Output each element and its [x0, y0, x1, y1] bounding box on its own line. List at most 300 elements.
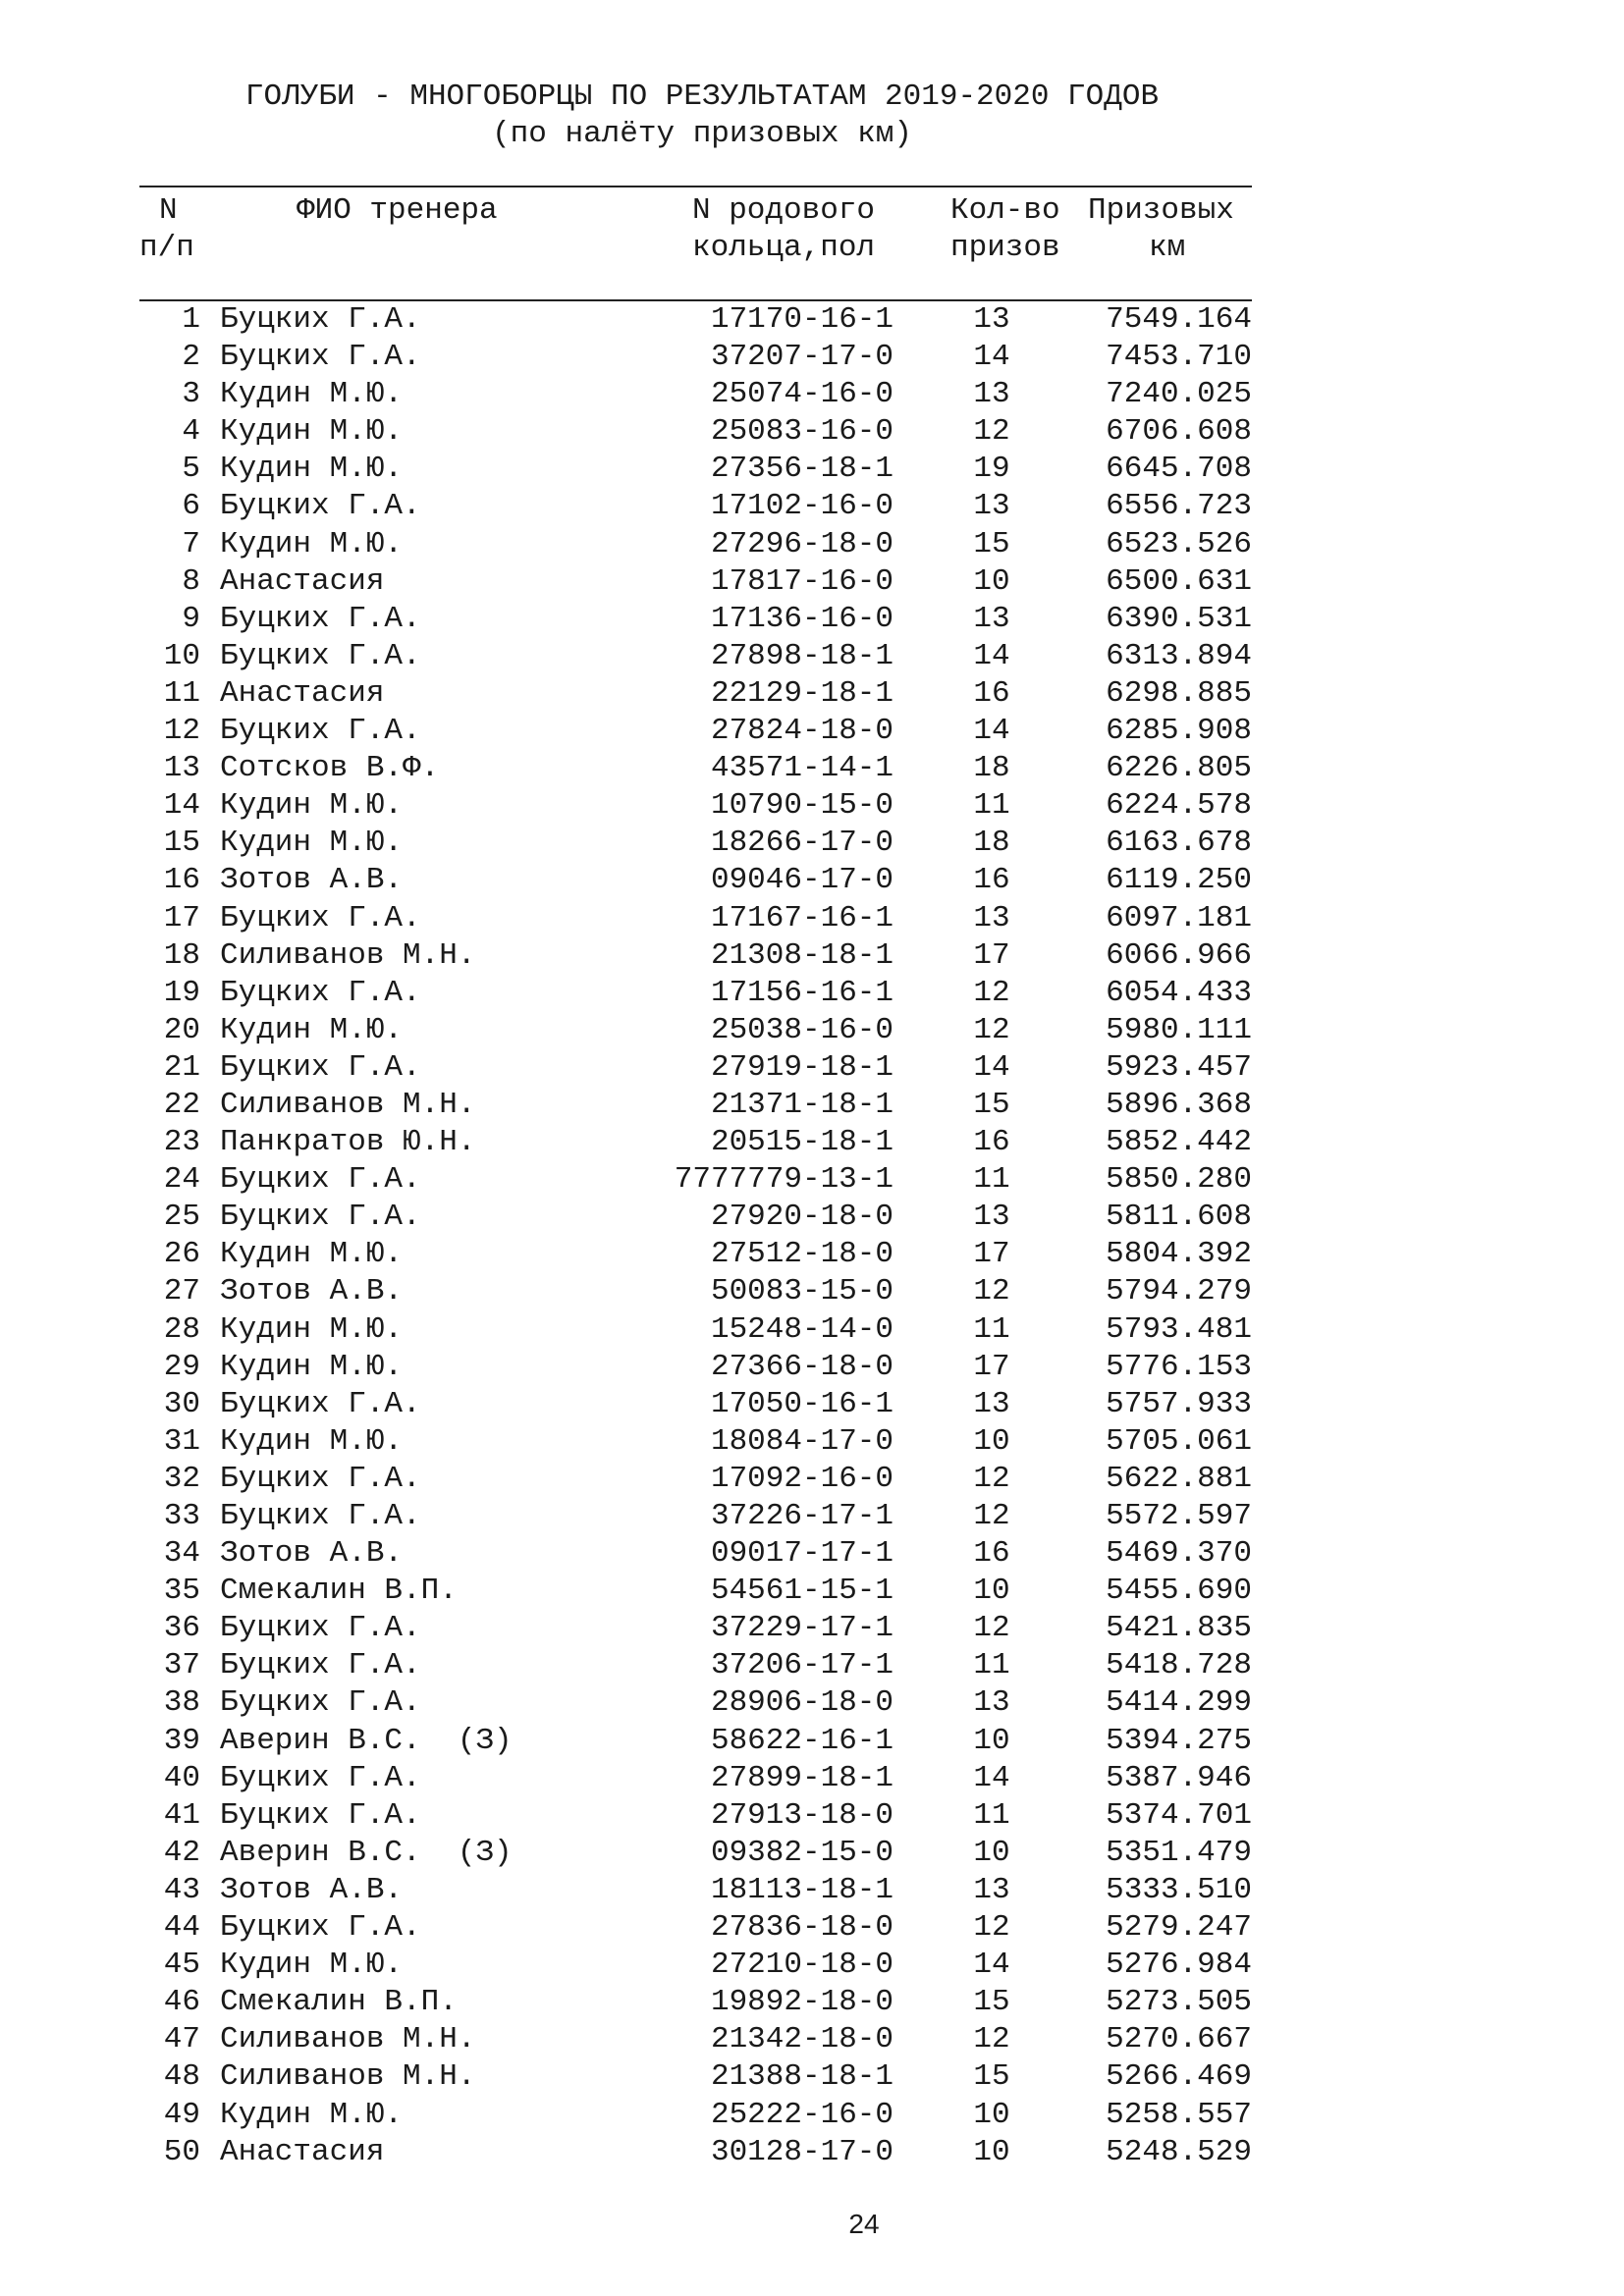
prize-count: 12 [973, 1461, 1010, 1496]
ring-number: 27898-18-1 [710, 638, 893, 673]
prize-count: 12 [973, 1012, 1010, 1047]
trainer-name: Буцких Г.А. [220, 1760, 421, 1795]
ring-number: 21342-18-0 [710, 2022, 893, 2057]
prize-count: 10 [973, 1423, 1010, 1459]
prize-km: 5421.835 [1106, 1611, 1252, 1646]
prize-km: 5276.984 [1106, 1948, 1252, 1983]
table-row [0, 1723, 1624, 1760]
table-row [0, 862, 1624, 899]
prize-km: 5923.457 [1106, 1049, 1252, 1085]
row-number: 25 [163, 1200, 200, 1235]
prize-km: 5852.442 [1106, 1125, 1252, 1160]
row-number: 5 [182, 452, 200, 487]
prize-count: 12 [973, 2022, 1010, 2057]
prize-km: 5705.061 [1106, 1423, 1252, 1459]
ring-number: 17170-16-1 [710, 302, 893, 337]
ring-number: 27512-18-0 [710, 1237, 893, 1272]
prize-count: 10 [973, 2097, 1010, 2132]
trainer-name: Буцких Г.А. [220, 1648, 421, 1683]
prize-km: 5469.370 [1106, 1536, 1252, 1572]
prize-km: 5794.279 [1106, 1274, 1252, 1309]
ring-number: 30128-17-0 [710, 2134, 893, 2169]
row-number: 22 [163, 1087, 200, 1122]
trainer-name: Зотов А.В. [220, 863, 404, 898]
table-row [0, 413, 1624, 451]
row-number: 40 [163, 1760, 200, 1795]
row-number: 12 [163, 714, 200, 749]
table-row [0, 1087, 1624, 1124]
ring-number: 17136-16-0 [710, 601, 893, 636]
prize-count: 13 [973, 900, 1010, 935]
prize-count: 12 [973, 1611, 1010, 1646]
trainer-name: Кудин М.Ю. [220, 1311, 404, 1347]
prize-count: 15 [973, 2059, 1010, 2095]
table-row [0, 1647, 1624, 1684]
prize-count: 19 [973, 452, 1010, 487]
prize-count: 15 [973, 526, 1010, 561]
prize-km: 5793.481 [1106, 1311, 1252, 1347]
table-row [0, 713, 1624, 750]
table-row [0, 638, 1624, 675]
table-row [0, 1872, 1624, 1909]
ring-number: 54561-15-1 [710, 1574, 893, 1609]
page-number: 24 [848, 2209, 880, 2239]
ring-number: 37229-17-1 [710, 1611, 893, 1646]
prize-km: 5266.469 [1106, 2059, 1252, 2095]
table-row [0, 376, 1624, 413]
table-row [0, 1573, 1624, 1610]
trainer-name: Зотов А.В. [220, 1274, 404, 1309]
ring-number: 09382-15-0 [710, 1835, 893, 1870]
row-number: 45 [163, 1948, 200, 1983]
trainer-name: Буцких Г.А. [220, 1461, 421, 1496]
trainer-name: Анастасия [220, 563, 385, 599]
row-number: 6 [182, 489, 200, 524]
trainer-name: Силиванов М.Н. [220, 2022, 476, 2057]
table-row [0, 787, 1624, 825]
table-row [0, 1236, 1624, 1273]
table-row [0, 488, 1624, 525]
table-row [0, 1161, 1624, 1199]
trainer-name: Буцких Г.А. [220, 601, 421, 636]
prize-km: 6285.908 [1106, 714, 1252, 749]
prize-km: 5980.111 [1106, 1012, 1252, 1047]
trainer-name: Буцких Г.А. [220, 1162, 421, 1198]
ring-number: 27296-18-0 [710, 526, 893, 561]
ring-number: 17092-16-0 [710, 1461, 893, 1496]
prize-km: 5374.701 [1106, 1797, 1252, 1833]
ring-number: 21388-18-1 [710, 2059, 893, 2095]
trainer-name: Кудин М.Ю. [220, 788, 404, 824]
table-row [0, 1760, 1624, 1797]
page-subtitle: (по налёту призовых км) [492, 117, 912, 151]
trainer-name: Буцких Г.А. [220, 1797, 421, 1833]
trainer-name: Зотов А.В. [220, 1536, 404, 1572]
table-row [0, 2134, 1624, 2171]
table-row [0, 825, 1624, 862]
prize-km: 6556.723 [1106, 489, 1252, 524]
table-row [0, 1349, 1624, 1386]
prize-km: 5387.946 [1106, 1760, 1252, 1795]
prize-count: 11 [973, 788, 1010, 824]
ring-number: 09017-17-1 [710, 1536, 893, 1572]
trainer-name: Силиванов М.Н. [220, 2059, 476, 2095]
row-number: 27 [163, 1274, 200, 1309]
trainer-name: Анастасия [220, 2134, 385, 2169]
header-num-line1: N [159, 193, 178, 228]
row-number: 13 [163, 751, 200, 786]
prize-km: 5351.479 [1106, 1835, 1252, 1870]
row-number: 3 [182, 377, 200, 412]
ring-number: 27356-18-1 [710, 452, 893, 487]
trainer-name: Буцких Г.А. [220, 1611, 421, 1646]
ring-number: 50083-15-0 [710, 1274, 893, 1309]
row-number: 31 [163, 1423, 200, 1459]
table-row [0, 1049, 1624, 1087]
page-title: ГОЛУБИ - МНОГОБОРЦЫ ПО РЕЗУЛЬТАТАМ 2019-2020 ГОДОВ [244, 80, 1160, 114]
trainer-name: Буцких Г.А. [220, 900, 421, 935]
table-row [0, 937, 1624, 975]
row-number: 21 [163, 1049, 200, 1085]
table-row [0, 1498, 1624, 1535]
trainer-name: Смекалин В.П. [220, 1985, 458, 2020]
prize-count: 14 [973, 340, 1010, 375]
ring-number: 17817-16-0 [710, 563, 893, 599]
prize-km: 5572.597 [1106, 1499, 1252, 1533]
prize-km: 7453.710 [1106, 340, 1252, 375]
prize-count: 13 [973, 1685, 1010, 1721]
table-row [0, 1909, 1624, 1947]
ring-number: 37207-17-0 [710, 340, 893, 375]
ring-number: 25074-16-0 [710, 377, 893, 412]
trainer-name: Аверин В.С. (З) [220, 1835, 513, 1870]
prize-count: 14 [973, 1948, 1010, 1983]
table-row [0, 2058, 1624, 2096]
row-number: 4 [182, 414, 200, 450]
prize-count: 13 [973, 601, 1010, 636]
row-number: 23 [163, 1125, 200, 1160]
prize-count: 11 [973, 1648, 1010, 1683]
prize-count: 12 [973, 1910, 1010, 1946]
table-row [0, 1461, 1624, 1498]
prize-count: 13 [973, 489, 1010, 524]
ring-number: 27920-18-0 [710, 1200, 893, 1235]
row-number: 9 [182, 601, 200, 636]
trainer-name: Кудин М.Ю. [220, 1948, 404, 1983]
prize-count: 14 [973, 638, 1010, 673]
prize-count: 13 [973, 1386, 1010, 1421]
prize-km: 5414.299 [1106, 1685, 1252, 1721]
prize-count: 17 [973, 1237, 1010, 1272]
row-number: 29 [163, 1349, 200, 1384]
row-number: 20 [163, 1012, 200, 1047]
trainer-name: Панкратов Ю.Н. [220, 1125, 476, 1160]
trainer-name: Силиванов М.Н. [220, 937, 476, 973]
row-number: 36 [163, 1611, 200, 1646]
prize-km: 6706.608 [1106, 414, 1252, 450]
ring-number: 43571-14-1 [710, 751, 893, 786]
prize-count: 16 [973, 675, 1010, 711]
trainer-name: Зотов А.В. [220, 1872, 404, 1907]
prize-km: 6226.805 [1106, 751, 1252, 786]
prize-km: 5333.510 [1106, 1872, 1252, 1907]
prize-count: 16 [973, 1125, 1010, 1160]
table-row [0, 563, 1624, 601]
ring-number: 17050-16-1 [710, 1386, 893, 1421]
trainer-name: Кудин М.Ю. [220, 377, 404, 412]
table-row [0, 1199, 1624, 1236]
prize-count: 11 [973, 1797, 1010, 1833]
prize-count: 12 [973, 1499, 1010, 1533]
ring-number: 27899-18-1 [710, 1760, 893, 1795]
prize-count: 12 [973, 1274, 1010, 1309]
prize-km: 5394.275 [1106, 1723, 1252, 1758]
prize-count: 12 [973, 414, 1010, 450]
table-top-rule [139, 186, 1252, 187]
table-row [0, 1273, 1624, 1310]
ring-number: 10790-15-0 [710, 788, 893, 824]
prize-count: 17 [973, 937, 1010, 973]
trainer-name: Буцких Г.А. [220, 1386, 421, 1421]
prize-count: 13 [973, 302, 1010, 337]
row-number: 33 [163, 1499, 200, 1533]
trainer-name: Буцких Г.А. [220, 1499, 421, 1533]
header-num-line2: п/п [139, 231, 194, 265]
trainer-name: Кудин М.Ю. [220, 826, 404, 861]
row-number: 46 [163, 1985, 200, 2020]
row-number: 41 [163, 1797, 200, 1833]
ring-number: 17102-16-0 [710, 489, 893, 524]
row-number: 7 [182, 526, 200, 561]
trainer-name: Кудин М.Ю. [220, 452, 404, 487]
trainer-name: Буцких Г.А. [220, 975, 421, 1010]
prize-km: 5273.505 [1106, 1985, 1252, 2020]
prize-km: 6313.894 [1106, 638, 1252, 673]
ring-number: 21371-18-1 [710, 1087, 893, 1122]
table-row [0, 900, 1624, 937]
row-number: 39 [163, 1723, 200, 1758]
trainer-name: Сотсков В.Ф. [220, 751, 440, 786]
row-number: 42 [163, 1835, 200, 1870]
prize-count: 16 [973, 863, 1010, 898]
trainer-name: Силиванов М.Н. [220, 1087, 476, 1122]
prize-km: 6119.250 [1106, 863, 1252, 898]
prize-count: 16 [973, 1536, 1010, 1572]
prize-km: 7549.164 [1106, 302, 1252, 337]
trainer-name: Буцких Г.А. [220, 714, 421, 749]
table-row [0, 1984, 1624, 2021]
table-row [0, 451, 1624, 488]
prize-km: 5418.728 [1106, 1648, 1252, 1683]
ring-number: 21308-18-1 [710, 937, 893, 973]
trainer-name: Кудин М.Ю. [220, 1349, 404, 1384]
table-row [0, 301, 1624, 339]
trainer-name: Аверин В.С. (З) [220, 1723, 513, 1758]
table-row [0, 1535, 1624, 1573]
prize-count: 12 [973, 975, 1010, 1010]
header-km-line1: Призовых [1088, 193, 1234, 228]
table-row [0, 2097, 1624, 2134]
row-number: 26 [163, 1237, 200, 1272]
row-number: 32 [163, 1461, 200, 1496]
ring-number: 15248-14-0 [710, 1311, 893, 1347]
prize-km: 5811.608 [1106, 1200, 1252, 1235]
table-row [0, 1684, 1624, 1722]
row-number: 8 [182, 563, 200, 599]
table-row [0, 1835, 1624, 1872]
prize-km: 6163.678 [1106, 826, 1252, 861]
trainer-name: Кудин М.Ю. [220, 1237, 404, 1272]
trainer-name: Буцких Г.А. [220, 1685, 421, 1721]
header-km-line2: км [1149, 231, 1186, 265]
prize-count: 15 [973, 1087, 1010, 1122]
prize-km: 6097.181 [1106, 900, 1252, 935]
prize-count: 17 [973, 1349, 1010, 1384]
header-prizes-line1: Кол-во [950, 193, 1060, 228]
row-number: 19 [163, 975, 200, 1010]
trainer-name: Смекалин В.П. [220, 1574, 458, 1609]
trainer-name: Буцких Г.А. [220, 1049, 421, 1085]
row-number: 2 [182, 340, 200, 375]
ring-number: 20515-18-1 [710, 1125, 893, 1160]
ring-number: 27836-18-0 [710, 1910, 893, 1946]
row-number: 1 [182, 302, 200, 337]
header-prizes-line2: призов [950, 231, 1060, 265]
trainer-name: Анастасия [220, 675, 385, 711]
prize-count: 14 [973, 714, 1010, 749]
row-number: 34 [163, 1536, 200, 1572]
prize-km: 6390.531 [1106, 601, 1252, 636]
trainer-name: Буцких Г.А. [220, 302, 421, 337]
ring-number: 17167-16-1 [710, 900, 893, 935]
row-number: 16 [163, 863, 200, 898]
table-row [0, 1124, 1624, 1161]
prize-km: 7240.025 [1106, 377, 1252, 412]
ring-number: 7777779-13-1 [674, 1162, 893, 1198]
prize-km: 6645.708 [1106, 452, 1252, 487]
row-number: 30 [163, 1386, 200, 1421]
row-number: 18 [163, 937, 200, 973]
table-body [0, 301, 1624, 2171]
trainer-name: Буцких Г.А. [220, 489, 421, 524]
prize-count: 10 [973, 1723, 1010, 1758]
prize-km: 5896.368 [1106, 1087, 1252, 1122]
prize-km: 6500.631 [1106, 563, 1252, 599]
prize-count: 14 [973, 1049, 1010, 1085]
row-number: 10 [163, 638, 200, 673]
ring-number: 27366-18-0 [710, 1349, 893, 1384]
prize-km: 5757.933 [1106, 1386, 1252, 1421]
header-name: ФИО тренера [297, 193, 498, 228]
prize-km: 5279.247 [1106, 1910, 1252, 1946]
ring-number: 58622-16-1 [710, 1723, 893, 1758]
prize-count: 10 [973, 1574, 1010, 1609]
row-number: 28 [163, 1311, 200, 1347]
row-number: 15 [163, 826, 200, 861]
trainer-name: Кудин М.Ю. [220, 1423, 404, 1459]
ring-number: 18266-17-0 [710, 826, 893, 861]
trainer-name: Кудин М.Ю. [220, 414, 404, 450]
table-row [0, 1947, 1624, 1984]
table-row [0, 601, 1624, 638]
header-ring-line2: кольца,пол [692, 231, 876, 265]
ring-number: 18113-18-1 [710, 1872, 893, 1907]
prize-km: 5258.557 [1106, 2097, 1252, 2132]
ring-number: 37206-17-1 [710, 1648, 893, 1683]
row-number: 17 [163, 900, 200, 935]
table-row [0, 339, 1624, 376]
row-number: 43 [163, 1872, 200, 1907]
trainer-name: Буцких Г.А. [220, 340, 421, 375]
prize-count: 13 [973, 377, 1010, 412]
ring-number: 17156-16-1 [710, 975, 893, 1010]
table-row [0, 1797, 1624, 1835]
table-row [0, 1386, 1624, 1423]
ring-number: 18084-17-0 [710, 1423, 893, 1459]
trainer-name: Кудин М.Ю. [220, 1012, 404, 1047]
trainer-name: Буцких Г.А. [220, 638, 421, 673]
prize-km: 6523.526 [1106, 526, 1252, 561]
table-row [0, 526, 1624, 563]
prize-count: 13 [973, 1200, 1010, 1235]
row-number: 48 [163, 2059, 200, 2095]
table-row [0, 1423, 1624, 1461]
prize-count: 10 [973, 2134, 1010, 2169]
prize-km: 5804.392 [1106, 1237, 1252, 1272]
prize-count: 13 [973, 1872, 1010, 1907]
ring-number: 27913-18-0 [710, 1797, 893, 1833]
trainer-name: Кудин М.Ю. [220, 2097, 404, 2132]
row-number: 49 [163, 2097, 200, 2132]
ring-number: 28906-18-0 [710, 1685, 893, 1721]
prize-count: 11 [973, 1162, 1010, 1198]
prize-km: 5622.881 [1106, 1461, 1252, 1496]
table-row [0, 750, 1624, 787]
table-row [0, 2021, 1624, 2058]
ring-number: 37226-17-1 [710, 1499, 893, 1533]
prize-km: 5455.690 [1106, 1574, 1252, 1609]
ring-number: 27210-18-0 [710, 1948, 893, 1983]
table-row [0, 1610, 1624, 1647]
table-row [0, 675, 1624, 713]
row-number: 38 [163, 1685, 200, 1721]
ring-number: 25222-16-0 [710, 2097, 893, 2132]
prize-count: 18 [973, 826, 1010, 861]
prize-km: 5270.667 [1106, 2022, 1252, 2057]
trainer-name: Буцких Г.А. [220, 1910, 421, 1946]
prize-count: 18 [973, 751, 1010, 786]
ring-number: 27824-18-0 [710, 714, 893, 749]
prize-km: 6298.885 [1106, 675, 1252, 711]
prize-count: 10 [973, 563, 1010, 599]
table-row [0, 1311, 1624, 1349]
ring-number: 25083-16-0 [710, 414, 893, 450]
row-number: 44 [163, 1910, 200, 1946]
ring-number: 22129-18-1 [710, 675, 893, 711]
trainer-name: Кудин М.Ю. [220, 526, 404, 561]
prize-km: 5850.280 [1106, 1162, 1252, 1198]
row-number: 35 [163, 1574, 200, 1609]
ring-number: 09046-17-0 [710, 863, 893, 898]
prize-km: 5248.529 [1106, 2134, 1252, 2169]
prize-count: 15 [973, 1985, 1010, 2020]
prize-km: 5776.153 [1106, 1349, 1252, 1384]
header-ring-line1: N родового [692, 193, 876, 228]
row-number: 50 [163, 2134, 200, 2169]
prize-km: 6224.578 [1106, 788, 1252, 824]
prize-km: 6054.433 [1106, 975, 1252, 1010]
row-number: 11 [163, 675, 200, 711]
